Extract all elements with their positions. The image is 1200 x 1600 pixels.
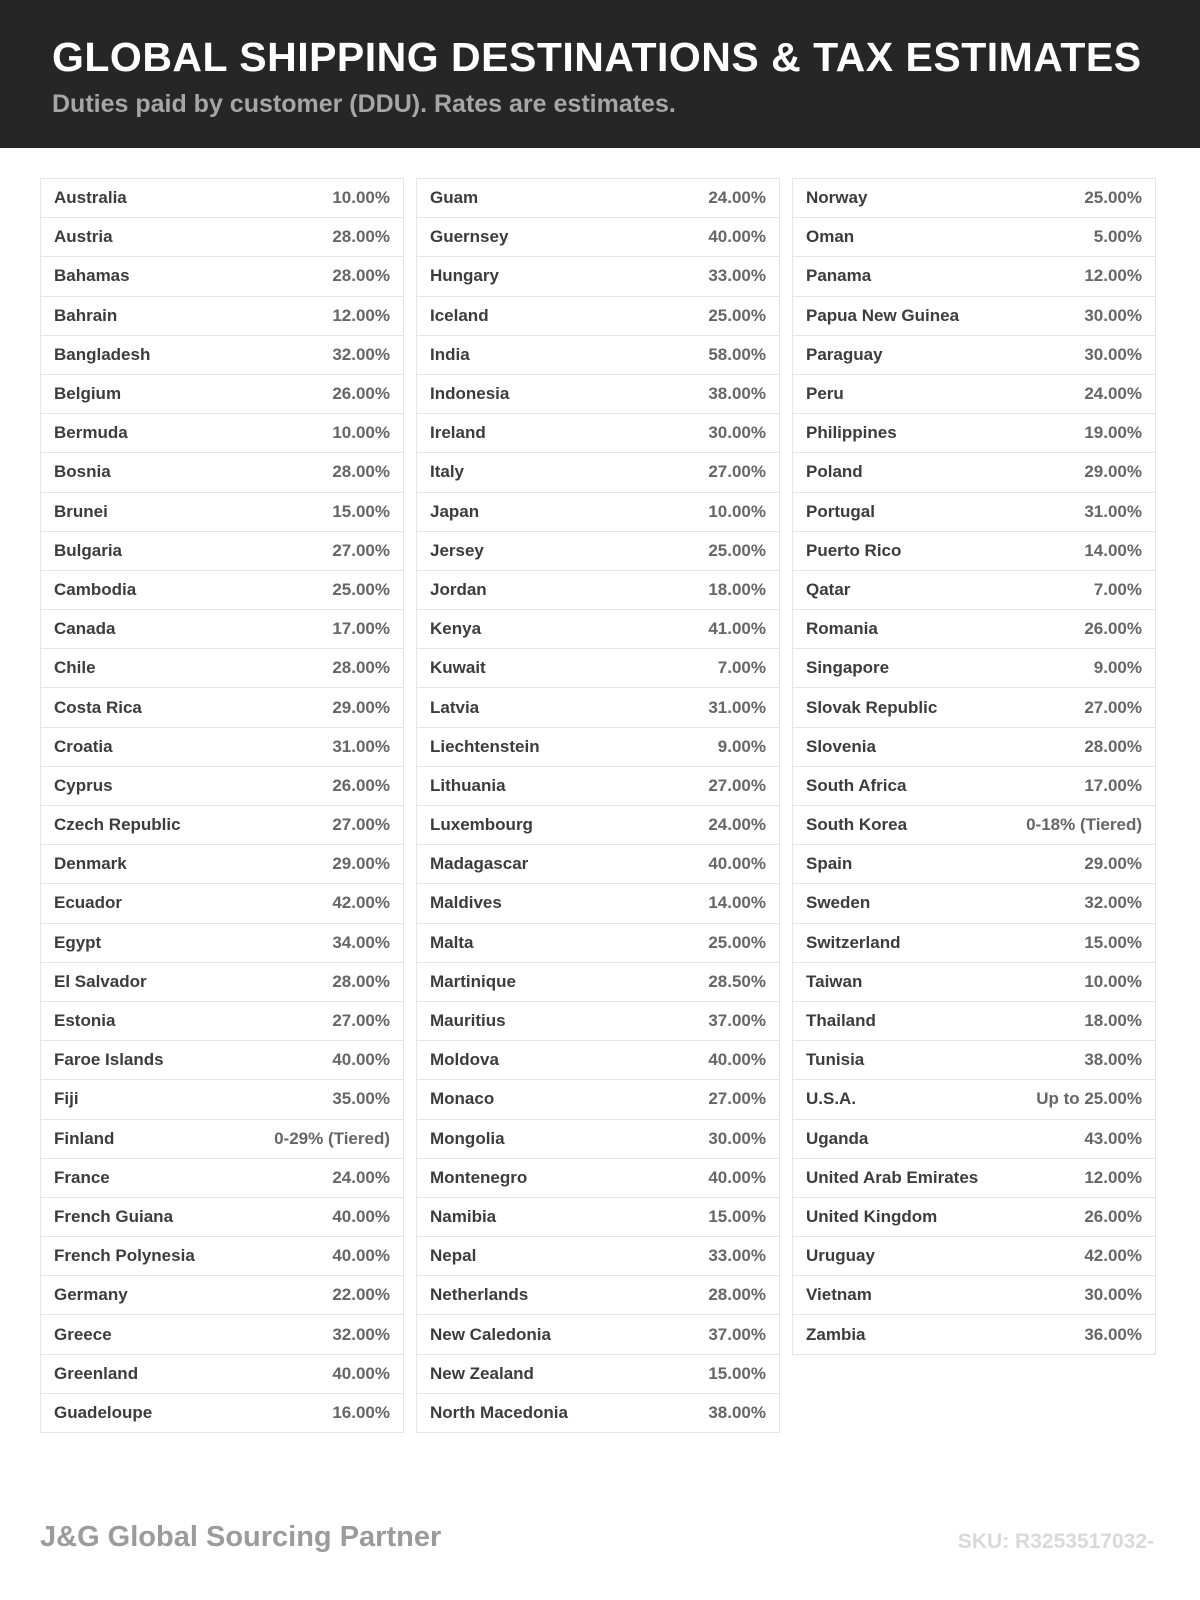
rate-row bbox=[41, 1237, 403, 1276]
country-name: Fiji bbox=[54, 1089, 79, 1109]
country-name: Chile bbox=[54, 658, 96, 678]
tax-rate: 41.00% bbox=[708, 619, 766, 639]
rate-column-1 bbox=[40, 178, 404, 1433]
tax-rate: 40.00% bbox=[332, 1246, 390, 1266]
tax-rate: 29.00% bbox=[332, 854, 390, 874]
country-name: Denmark bbox=[54, 854, 127, 874]
country-name: Monaco bbox=[430, 1089, 495, 1109]
tax-rate: 10.00% bbox=[708, 501, 766, 521]
country-name: Kenya bbox=[430, 619, 482, 639]
rate-row bbox=[417, 963, 779, 1002]
tax-rate: 32.00% bbox=[332, 1324, 390, 1344]
tax-rate: 32.00% bbox=[1084, 893, 1142, 913]
tax-rate: 0-29% (Tiered) bbox=[274, 1128, 390, 1148]
country-name: Uganda bbox=[806, 1128, 869, 1148]
rate-row bbox=[417, 1198, 779, 1237]
country-name: Portugal bbox=[806, 501, 875, 521]
rate-row bbox=[793, 1315, 1155, 1354]
tax-rate: 27.00% bbox=[708, 775, 766, 795]
tax-rate: 27.00% bbox=[708, 462, 766, 482]
tax-rate: 37.00% bbox=[708, 1324, 766, 1344]
tax-rate: 10.00% bbox=[332, 188, 390, 208]
country-name: Puerto Rico bbox=[806, 540, 902, 560]
tax-rate: 9.00% bbox=[717, 736, 766, 756]
tax-rate: 25.00% bbox=[708, 932, 766, 952]
rate-column-3 bbox=[792, 178, 1156, 1355]
rate-row bbox=[417, 1002, 779, 1041]
country-name: Uruguay bbox=[806, 1246, 875, 1266]
country-name: Faroe Islands bbox=[54, 1050, 164, 1070]
country-name: Norway bbox=[806, 188, 868, 208]
tax-rate: 27.00% bbox=[1084, 697, 1142, 717]
tax-rate: 40.00% bbox=[708, 1050, 766, 1070]
tax-rate: 28.00% bbox=[332, 658, 390, 678]
tax-rate: 27.00% bbox=[332, 540, 390, 560]
rate-row bbox=[417, 1394, 779, 1433]
tax-rate: 26.00% bbox=[1084, 1206, 1142, 1226]
rate-row bbox=[417, 1080, 779, 1119]
country-name: Romania bbox=[806, 619, 878, 639]
rate-row bbox=[41, 375, 403, 414]
rate-row bbox=[793, 963, 1155, 1002]
tax-rate: 31.00% bbox=[708, 697, 766, 717]
country-name: Slovak Republic bbox=[806, 697, 938, 717]
tax-rate: 28.00% bbox=[708, 1285, 766, 1305]
rate-row bbox=[417, 453, 779, 492]
country-name: Jersey bbox=[430, 540, 484, 560]
rate-row bbox=[793, 1276, 1155, 1315]
tax-rate: 31.00% bbox=[1084, 501, 1142, 521]
tax-rate: 10.00% bbox=[332, 423, 390, 443]
rate-row bbox=[793, 375, 1155, 414]
tax-rate: 29.00% bbox=[1084, 854, 1142, 874]
country-name: Qatar bbox=[806, 579, 851, 599]
tax-rate: 28.00% bbox=[1084, 736, 1142, 756]
rate-row bbox=[793, 297, 1155, 336]
tax-rate: 34.00% bbox=[332, 932, 390, 952]
country-name: Maldives bbox=[430, 893, 502, 913]
country-name: Tunisia bbox=[806, 1050, 865, 1070]
rate-row bbox=[417, 1120, 779, 1159]
rate-row bbox=[793, 1159, 1155, 1198]
tax-rate: 32.00% bbox=[332, 344, 390, 364]
rate-row bbox=[41, 963, 403, 1002]
country-name: Paraguay bbox=[806, 344, 883, 364]
tax-rate: 18.00% bbox=[708, 579, 766, 599]
rate-row bbox=[41, 1080, 403, 1119]
country-name: Netherlands bbox=[430, 1285, 529, 1305]
rate-row bbox=[417, 297, 779, 336]
rate-row bbox=[793, 806, 1155, 845]
tax-rate: 40.00% bbox=[708, 854, 766, 874]
rate-row bbox=[41, 610, 403, 649]
rate-row bbox=[41, 179, 403, 218]
rate-row bbox=[41, 493, 403, 532]
rate-row bbox=[793, 414, 1155, 453]
tax-rate: 30.00% bbox=[708, 1128, 766, 1148]
tax-rate: 40.00% bbox=[708, 1167, 766, 1187]
country-name: Guam bbox=[430, 188, 479, 208]
rate-row bbox=[793, 688, 1155, 727]
country-name: Bermuda bbox=[54, 423, 128, 443]
country-name: Philippines bbox=[806, 423, 897, 443]
tax-rate: 38.00% bbox=[1084, 1050, 1142, 1070]
country-name: Bosnia bbox=[54, 462, 111, 482]
country-name: Greenland bbox=[54, 1363, 139, 1383]
rate-row bbox=[41, 845, 403, 884]
rate-row bbox=[417, 649, 779, 688]
country-name: Bulgaria bbox=[54, 540, 123, 560]
rate-row bbox=[41, 688, 403, 727]
rate-row bbox=[41, 1394, 403, 1433]
rate-row bbox=[41, 728, 403, 767]
tax-rate: 29.00% bbox=[1084, 462, 1142, 482]
rate-row bbox=[41, 257, 403, 296]
rate-row bbox=[417, 1237, 779, 1276]
tax-rate: 19.00% bbox=[1084, 423, 1142, 443]
country-name: Panama bbox=[806, 266, 872, 286]
tax-rate: 30.00% bbox=[1084, 305, 1142, 325]
country-name: Egypt bbox=[54, 932, 102, 952]
brand-name: J&G Global Sourcing Partner bbox=[40, 1521, 442, 1553]
tax-rate: 40.00% bbox=[332, 1050, 390, 1070]
tax-rate: 15.00% bbox=[1084, 932, 1142, 952]
rate-row bbox=[417, 884, 779, 923]
tax-rate: 42.00% bbox=[1084, 1246, 1142, 1266]
rate-row bbox=[417, 924, 779, 963]
tax-rate: 7.00% bbox=[717, 658, 766, 678]
rate-row bbox=[417, 375, 779, 414]
tax-rate: 33.00% bbox=[708, 1246, 766, 1266]
country-name: Peru bbox=[806, 384, 844, 404]
rate-row bbox=[793, 532, 1155, 571]
country-name: Brunei bbox=[54, 501, 108, 521]
rate-row bbox=[793, 649, 1155, 688]
tax-rate: 18.00% bbox=[1084, 1011, 1142, 1031]
tax-rate: 12.00% bbox=[1084, 1167, 1142, 1187]
country-name: New Zealand bbox=[430, 1363, 534, 1383]
tax-rate: 33.00% bbox=[708, 266, 766, 286]
rate-row bbox=[417, 610, 779, 649]
rate-row bbox=[793, 1120, 1155, 1159]
tax-rate: 24.00% bbox=[332, 1167, 390, 1187]
rate-row bbox=[417, 1355, 779, 1394]
tax-rate: 24.00% bbox=[708, 815, 766, 835]
tax-rate: 28.00% bbox=[332, 971, 390, 991]
country-name: Oman bbox=[806, 227, 855, 247]
rate-row bbox=[417, 845, 779, 884]
page-subtitle: Duties paid by customer (DDU). Rates are estimates. bbox=[52, 90, 676, 118]
country-name: Vietnam bbox=[806, 1285, 872, 1305]
country-name: United Kingdom bbox=[806, 1206, 938, 1226]
country-name: South Africa bbox=[806, 775, 907, 795]
rate-row bbox=[417, 218, 779, 257]
tax-rate: 27.00% bbox=[708, 1089, 766, 1109]
country-name: Belgium bbox=[54, 384, 122, 404]
country-name: Australia bbox=[54, 188, 127, 208]
tax-rate: 16.00% bbox=[332, 1402, 390, 1422]
country-name: Jordan bbox=[430, 579, 487, 599]
rate-row bbox=[793, 257, 1155, 296]
tax-rate: 26.00% bbox=[332, 775, 390, 795]
rate-row bbox=[41, 767, 403, 806]
country-name: Costa Rica bbox=[54, 697, 142, 717]
rate-row bbox=[793, 884, 1155, 923]
rate-row bbox=[41, 297, 403, 336]
country-name: Italy bbox=[430, 462, 465, 482]
rate-row bbox=[793, 453, 1155, 492]
rate-row bbox=[41, 1120, 403, 1159]
rate-row bbox=[417, 688, 779, 727]
rate-row bbox=[793, 845, 1155, 884]
rate-row bbox=[41, 924, 403, 963]
rate-row bbox=[41, 336, 403, 375]
country-name: Nepal bbox=[430, 1246, 477, 1266]
tax-rate: 30.00% bbox=[1084, 1285, 1142, 1305]
country-name: Mongolia bbox=[430, 1128, 505, 1148]
rate-row bbox=[793, 336, 1155, 375]
tax-rate: 12.00% bbox=[1084, 266, 1142, 286]
page-header bbox=[0, 0, 1200, 148]
rate-row bbox=[793, 1080, 1155, 1119]
country-name: Latvia bbox=[430, 697, 480, 717]
country-name: Ireland bbox=[430, 423, 486, 443]
country-name: New Caledonia bbox=[430, 1324, 551, 1344]
country-name: French Guiana bbox=[54, 1206, 174, 1226]
country-name: Bangladesh bbox=[54, 344, 151, 364]
tax-rate: 7.00% bbox=[1093, 579, 1142, 599]
rate-row bbox=[793, 610, 1155, 649]
country-name: El Salvador bbox=[54, 971, 147, 991]
country-name: Finland bbox=[54, 1128, 115, 1148]
country-name: Papua New Guinea bbox=[806, 305, 960, 325]
rate-row bbox=[41, 1002, 403, 1041]
rate-row bbox=[793, 767, 1155, 806]
rate-row bbox=[417, 806, 779, 845]
country-name: Luxembourg bbox=[430, 815, 533, 835]
country-name: Singapore bbox=[806, 658, 890, 678]
rate-row bbox=[417, 1041, 779, 1080]
country-name: French Polynesia bbox=[54, 1246, 195, 1266]
country-name: Montenegro bbox=[430, 1167, 528, 1187]
rate-row bbox=[793, 1198, 1155, 1237]
country-name: Czech Republic bbox=[54, 815, 181, 835]
tax-rate: 28.50% bbox=[708, 971, 766, 991]
country-name: Switzerland bbox=[806, 932, 901, 952]
rate-row bbox=[41, 1355, 403, 1394]
tax-rate: Up to 25.00% bbox=[1036, 1089, 1142, 1109]
rate-row bbox=[41, 1315, 403, 1354]
tax-rate: 40.00% bbox=[332, 1206, 390, 1226]
country-name: Liechtenstein bbox=[430, 736, 540, 756]
rate-row bbox=[793, 924, 1155, 963]
country-name: Lithuania bbox=[430, 775, 506, 795]
rate-row bbox=[41, 806, 403, 845]
rate-row bbox=[793, 218, 1155, 257]
rate-row bbox=[417, 1276, 779, 1315]
tax-rate: 5.00% bbox=[1093, 227, 1142, 247]
country-name: Indonesia bbox=[430, 384, 510, 404]
tax-rate: 29.00% bbox=[332, 697, 390, 717]
rate-row bbox=[793, 1041, 1155, 1080]
rate-row bbox=[417, 1315, 779, 1354]
tax-rate: 36.00% bbox=[1084, 1324, 1142, 1344]
country-name: U.S.A. bbox=[806, 1089, 857, 1109]
tax-rate: 24.00% bbox=[1084, 384, 1142, 404]
tax-rate: 35.00% bbox=[332, 1089, 390, 1109]
country-name: Hungary bbox=[430, 266, 499, 286]
tax-rate: 15.00% bbox=[332, 501, 390, 521]
country-name: Cyprus bbox=[54, 775, 113, 795]
rate-row bbox=[41, 884, 403, 923]
tax-rate: 38.00% bbox=[708, 384, 766, 404]
country-name: Guernsey bbox=[430, 227, 509, 247]
tax-rate: 15.00% bbox=[708, 1206, 766, 1226]
tax-rate: 43.00% bbox=[1084, 1128, 1142, 1148]
rate-row bbox=[417, 257, 779, 296]
rate-column-2 bbox=[416, 178, 780, 1433]
country-name: Mauritius bbox=[430, 1011, 506, 1031]
country-name: Madagascar bbox=[430, 854, 529, 874]
sku-label: SKU: R3253517032- bbox=[957, 1530, 1154, 1553]
country-name: Malta bbox=[430, 932, 474, 952]
tax-rate: 28.00% bbox=[332, 266, 390, 286]
tax-rate: 9.00% bbox=[1093, 658, 1142, 678]
tax-rate: 15.00% bbox=[708, 1363, 766, 1383]
country-name: Thailand bbox=[806, 1011, 876, 1031]
country-name: Japan bbox=[430, 501, 480, 521]
tax-rate: 12.00% bbox=[332, 305, 390, 325]
rate-row bbox=[41, 649, 403, 688]
rate-row bbox=[793, 571, 1155, 610]
country-name: Iceland bbox=[430, 305, 489, 325]
rate-row bbox=[417, 414, 779, 453]
tax-rate: 14.00% bbox=[708, 893, 766, 913]
country-name: Moldova bbox=[430, 1050, 499, 1070]
rate-row bbox=[793, 179, 1155, 218]
rate-row bbox=[793, 728, 1155, 767]
tax-rate: 42.00% bbox=[332, 893, 390, 913]
page-title: GLOBAL SHIPPING DESTINATIONS & TAX ESTIMATES bbox=[52, 34, 1142, 80]
tax-rate: 28.00% bbox=[332, 462, 390, 482]
tax-rate: 25.00% bbox=[1084, 188, 1142, 208]
rate-row bbox=[417, 1159, 779, 1198]
country-name: Kuwait bbox=[430, 658, 486, 678]
tax-rate: 40.00% bbox=[332, 1363, 390, 1383]
country-name: Croatia bbox=[54, 736, 113, 756]
country-name: Spain bbox=[806, 854, 853, 874]
tax-rate: 0-18% (Tiered) bbox=[1026, 815, 1142, 835]
page-footer bbox=[40, 1521, 1154, 1554]
tax-rate: 25.00% bbox=[332, 579, 390, 599]
tax-rate: 38.00% bbox=[708, 1402, 766, 1422]
tax-rate: 10.00% bbox=[1084, 971, 1142, 991]
country-name: Martinique bbox=[430, 971, 516, 991]
rate-row bbox=[41, 1159, 403, 1198]
tax-rate-table bbox=[40, 178, 1156, 1433]
tax-rate: 31.00% bbox=[332, 736, 390, 756]
tax-rate: 26.00% bbox=[332, 384, 390, 404]
tax-rate: 25.00% bbox=[708, 540, 766, 560]
country-name: South Korea bbox=[806, 815, 908, 835]
rate-row bbox=[417, 493, 779, 532]
rate-row bbox=[41, 1276, 403, 1315]
country-name: Guadeloupe bbox=[54, 1402, 153, 1422]
rate-row bbox=[793, 493, 1155, 532]
tax-rate: 24.00% bbox=[708, 188, 766, 208]
rate-row bbox=[41, 571, 403, 610]
rate-row bbox=[793, 1002, 1155, 1041]
country-name: Poland bbox=[806, 462, 863, 482]
rate-row bbox=[41, 414, 403, 453]
tax-rate: 37.00% bbox=[708, 1011, 766, 1031]
country-name: Greece bbox=[54, 1324, 112, 1344]
tax-rate: 17.00% bbox=[332, 619, 390, 639]
rate-row bbox=[417, 767, 779, 806]
country-name: Bahamas bbox=[54, 266, 130, 286]
country-name: Germany bbox=[54, 1285, 128, 1305]
tax-rate: 17.00% bbox=[1084, 775, 1142, 795]
tax-rate: 40.00% bbox=[708, 227, 766, 247]
country-name: Zambia bbox=[806, 1324, 866, 1344]
rate-row bbox=[41, 532, 403, 571]
country-name: Sweden bbox=[806, 893, 871, 913]
country-name: Taiwan bbox=[806, 971, 863, 991]
country-name: Bahrain bbox=[54, 305, 118, 325]
rate-row bbox=[41, 1198, 403, 1237]
rate-row bbox=[41, 218, 403, 257]
rate-row bbox=[417, 571, 779, 610]
tax-rate: 30.00% bbox=[708, 423, 766, 443]
tax-rate: 28.00% bbox=[332, 227, 390, 247]
tax-rate: 30.00% bbox=[1084, 344, 1142, 364]
tax-rate: 27.00% bbox=[332, 815, 390, 835]
rate-row bbox=[41, 1041, 403, 1080]
country-name: United Arab Emirates bbox=[806, 1167, 979, 1187]
country-name: North Macedonia bbox=[430, 1402, 568, 1422]
rate-row bbox=[793, 1237, 1155, 1276]
tax-rate: 58.00% bbox=[708, 344, 766, 364]
country-name: Estonia bbox=[54, 1011, 116, 1031]
rate-row bbox=[417, 336, 779, 375]
rate-row bbox=[417, 728, 779, 767]
country-name: Namibia bbox=[430, 1206, 497, 1226]
country-name: Canada bbox=[54, 619, 116, 639]
country-name: Austria bbox=[54, 227, 113, 247]
rate-row bbox=[41, 453, 403, 492]
tax-rate: 22.00% bbox=[332, 1285, 390, 1305]
tax-rate: 14.00% bbox=[1084, 540, 1142, 560]
rate-row bbox=[417, 532, 779, 571]
tax-rate: 25.00% bbox=[708, 305, 766, 325]
country-name: Cambodia bbox=[54, 579, 137, 599]
country-name: India bbox=[430, 344, 470, 364]
tax-rate: 26.00% bbox=[1084, 619, 1142, 639]
country-name: France bbox=[54, 1167, 110, 1187]
tax-rate: 27.00% bbox=[332, 1011, 390, 1031]
country-name: Slovenia bbox=[806, 736, 876, 756]
country-name: Ecuador bbox=[54, 893, 123, 913]
rate-row bbox=[417, 179, 779, 218]
